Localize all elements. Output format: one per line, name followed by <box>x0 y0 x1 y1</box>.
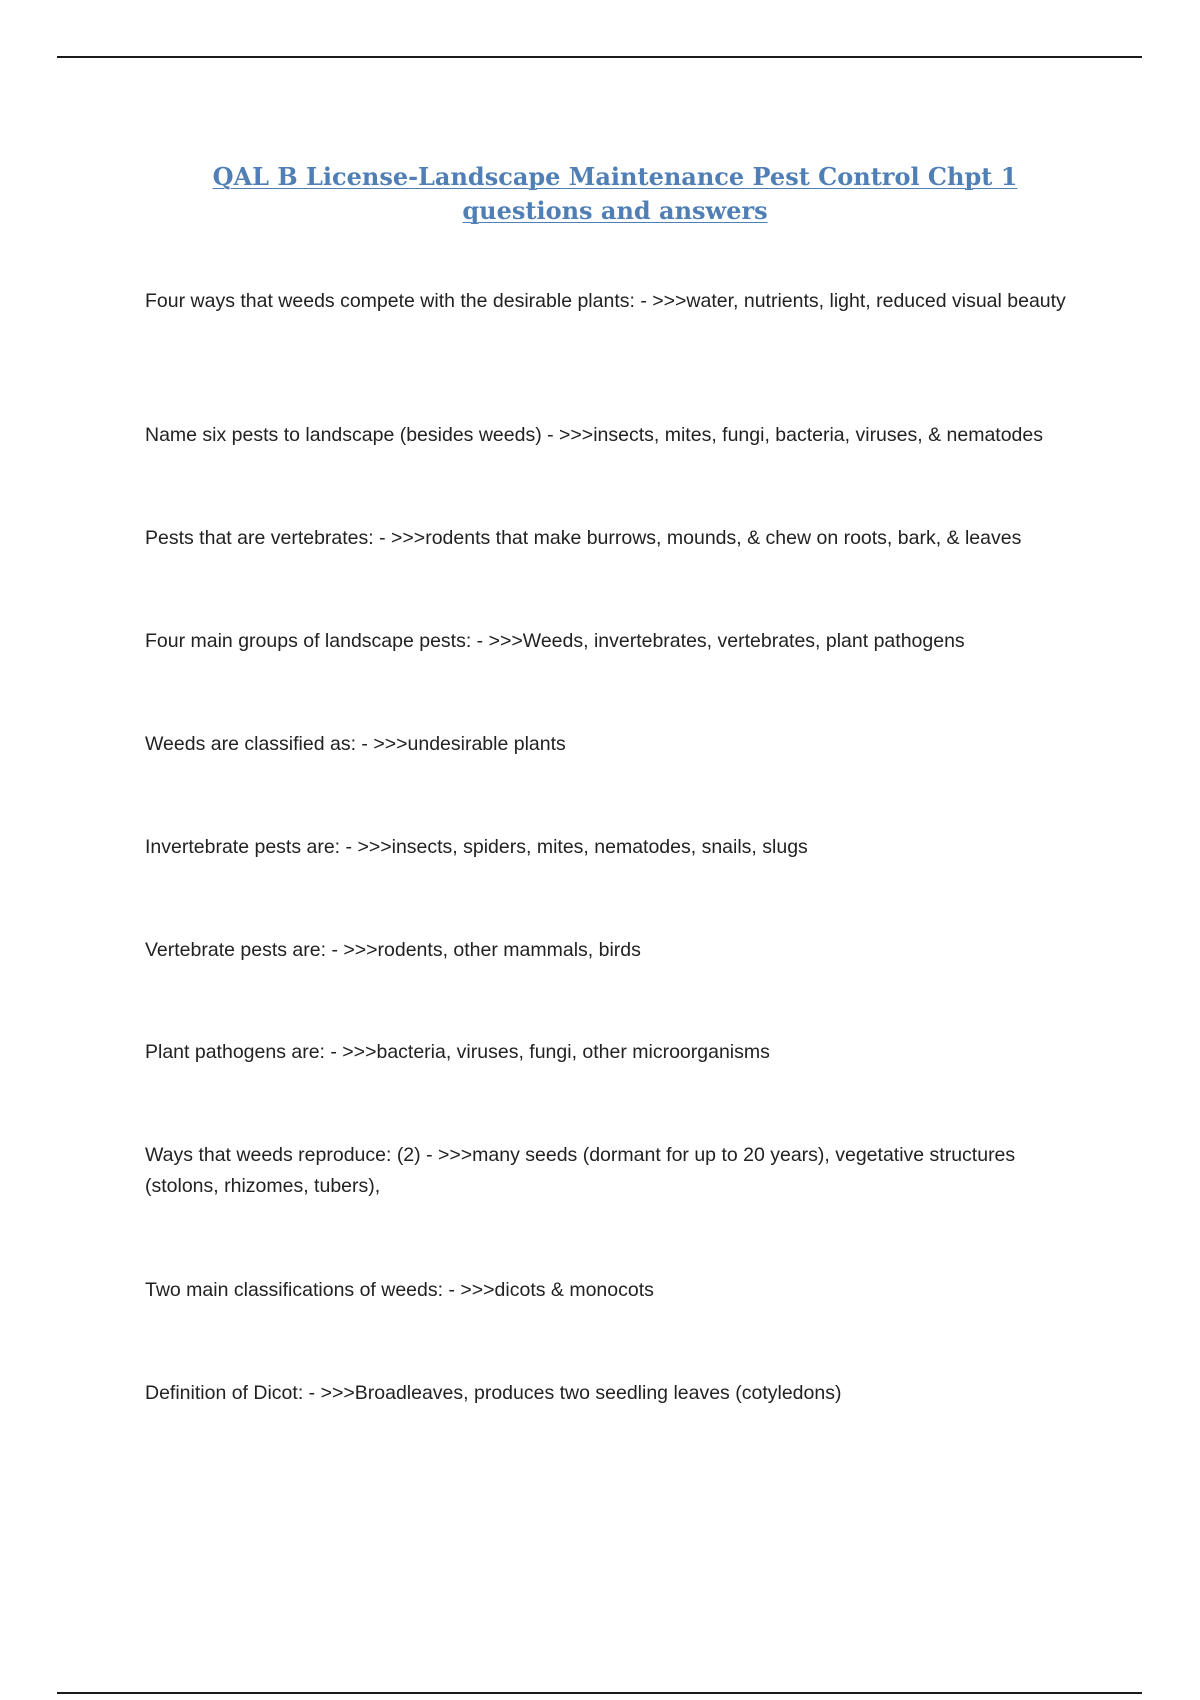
document-title: QAL B License-Landscape Maintenance Pest Control Chpt 1 questions and answers <box>212 162 1018 225</box>
qa-question: Four main groups of landscape pests: <box>145 630 472 652</box>
qa-question: Plant pathogens are: <box>145 1041 325 1063</box>
footer-rule <box>57 1692 1142 1694</box>
qa-answer: bacteria, viruses, fungi, other microorganisms <box>376 1041 770 1063</box>
qa-answer: dicots & monocots <box>494 1279 654 1301</box>
header-rule <box>57 56 1142 58</box>
qa-question: Ways that weeds reproduce: (2) <box>145 1144 421 1166</box>
qa-item <box>145 626 1085 657</box>
qa-separator: - >>> <box>303 1382 355 1404</box>
qa-question: Vertebrate pests are: <box>145 939 327 961</box>
qa-item <box>145 1140 1085 1202</box>
qa-question: Four ways that weeds compete with the desirable plants: <box>145 290 635 312</box>
qa-question: Two main classifications of weeds: <box>145 1279 444 1301</box>
qa-item <box>145 523 1085 554</box>
qa-question: Definition of Dicot: <box>145 1382 304 1404</box>
qa-separator: - >>> <box>420 1144 473 1166</box>
qa-answer: many seeds (dormant for up to 20 years), vegetative structures (stolons, rhizomes, tubers), <box>145 1144 1016 1197</box>
qa-separator: - >>> <box>471 630 523 652</box>
qa-separator: - >>> <box>373 527 426 549</box>
qa-separator: - >>> <box>541 424 594 446</box>
qa-answer: insects, spiders, mites, nematodes, snails, slugs <box>391 836 808 858</box>
qa-separator: - >>> <box>340 836 392 858</box>
qa-separator: - >>> <box>356 733 408 755</box>
qa-separator: - >>> <box>326 939 378 961</box>
qa-item <box>145 935 1085 966</box>
qa-item <box>145 1037 1085 1068</box>
qa-item <box>145 832 1085 863</box>
qa-answer: Broadleaves, produces two seedling leaves (cotyledons) <box>354 1382 842 1404</box>
qa-answer: undesirable plants <box>407 733 566 755</box>
qa-question: Invertebrate pests are: <box>145 836 341 858</box>
qa-item <box>145 1275 1085 1306</box>
qa-answer: Weeds, invertebrates, vertebrates, plant pathogens <box>522 630 965 652</box>
qa-answer: rodents that make burrows, mounds, & chew on roots, bark, & leaves <box>425 527 1022 549</box>
qa-item <box>145 1378 1085 1409</box>
qa-question: Pests that are vertebrates: <box>145 527 374 549</box>
qa-answer: water, nutrients, light, reduced visual beauty <box>686 290 1066 312</box>
qa-separator: - >>> <box>634 290 687 312</box>
qa-question: Name six pests to landscape (besides weeds) <box>145 424 542 446</box>
qa-answer: rodents, other mammals, birds <box>377 939 641 961</box>
qa-item <box>145 729 1085 760</box>
qa-answer: insects, mites, fungi, bacteria, viruses, & nematodes <box>593 424 1043 446</box>
qa-item <box>145 286 1085 317</box>
qa-question: Weeds are classified as: <box>145 733 356 755</box>
qa-separator: - >>> <box>443 1279 495 1301</box>
qa-separator: - >>> <box>324 1041 377 1063</box>
qa-item <box>145 420 1085 451</box>
